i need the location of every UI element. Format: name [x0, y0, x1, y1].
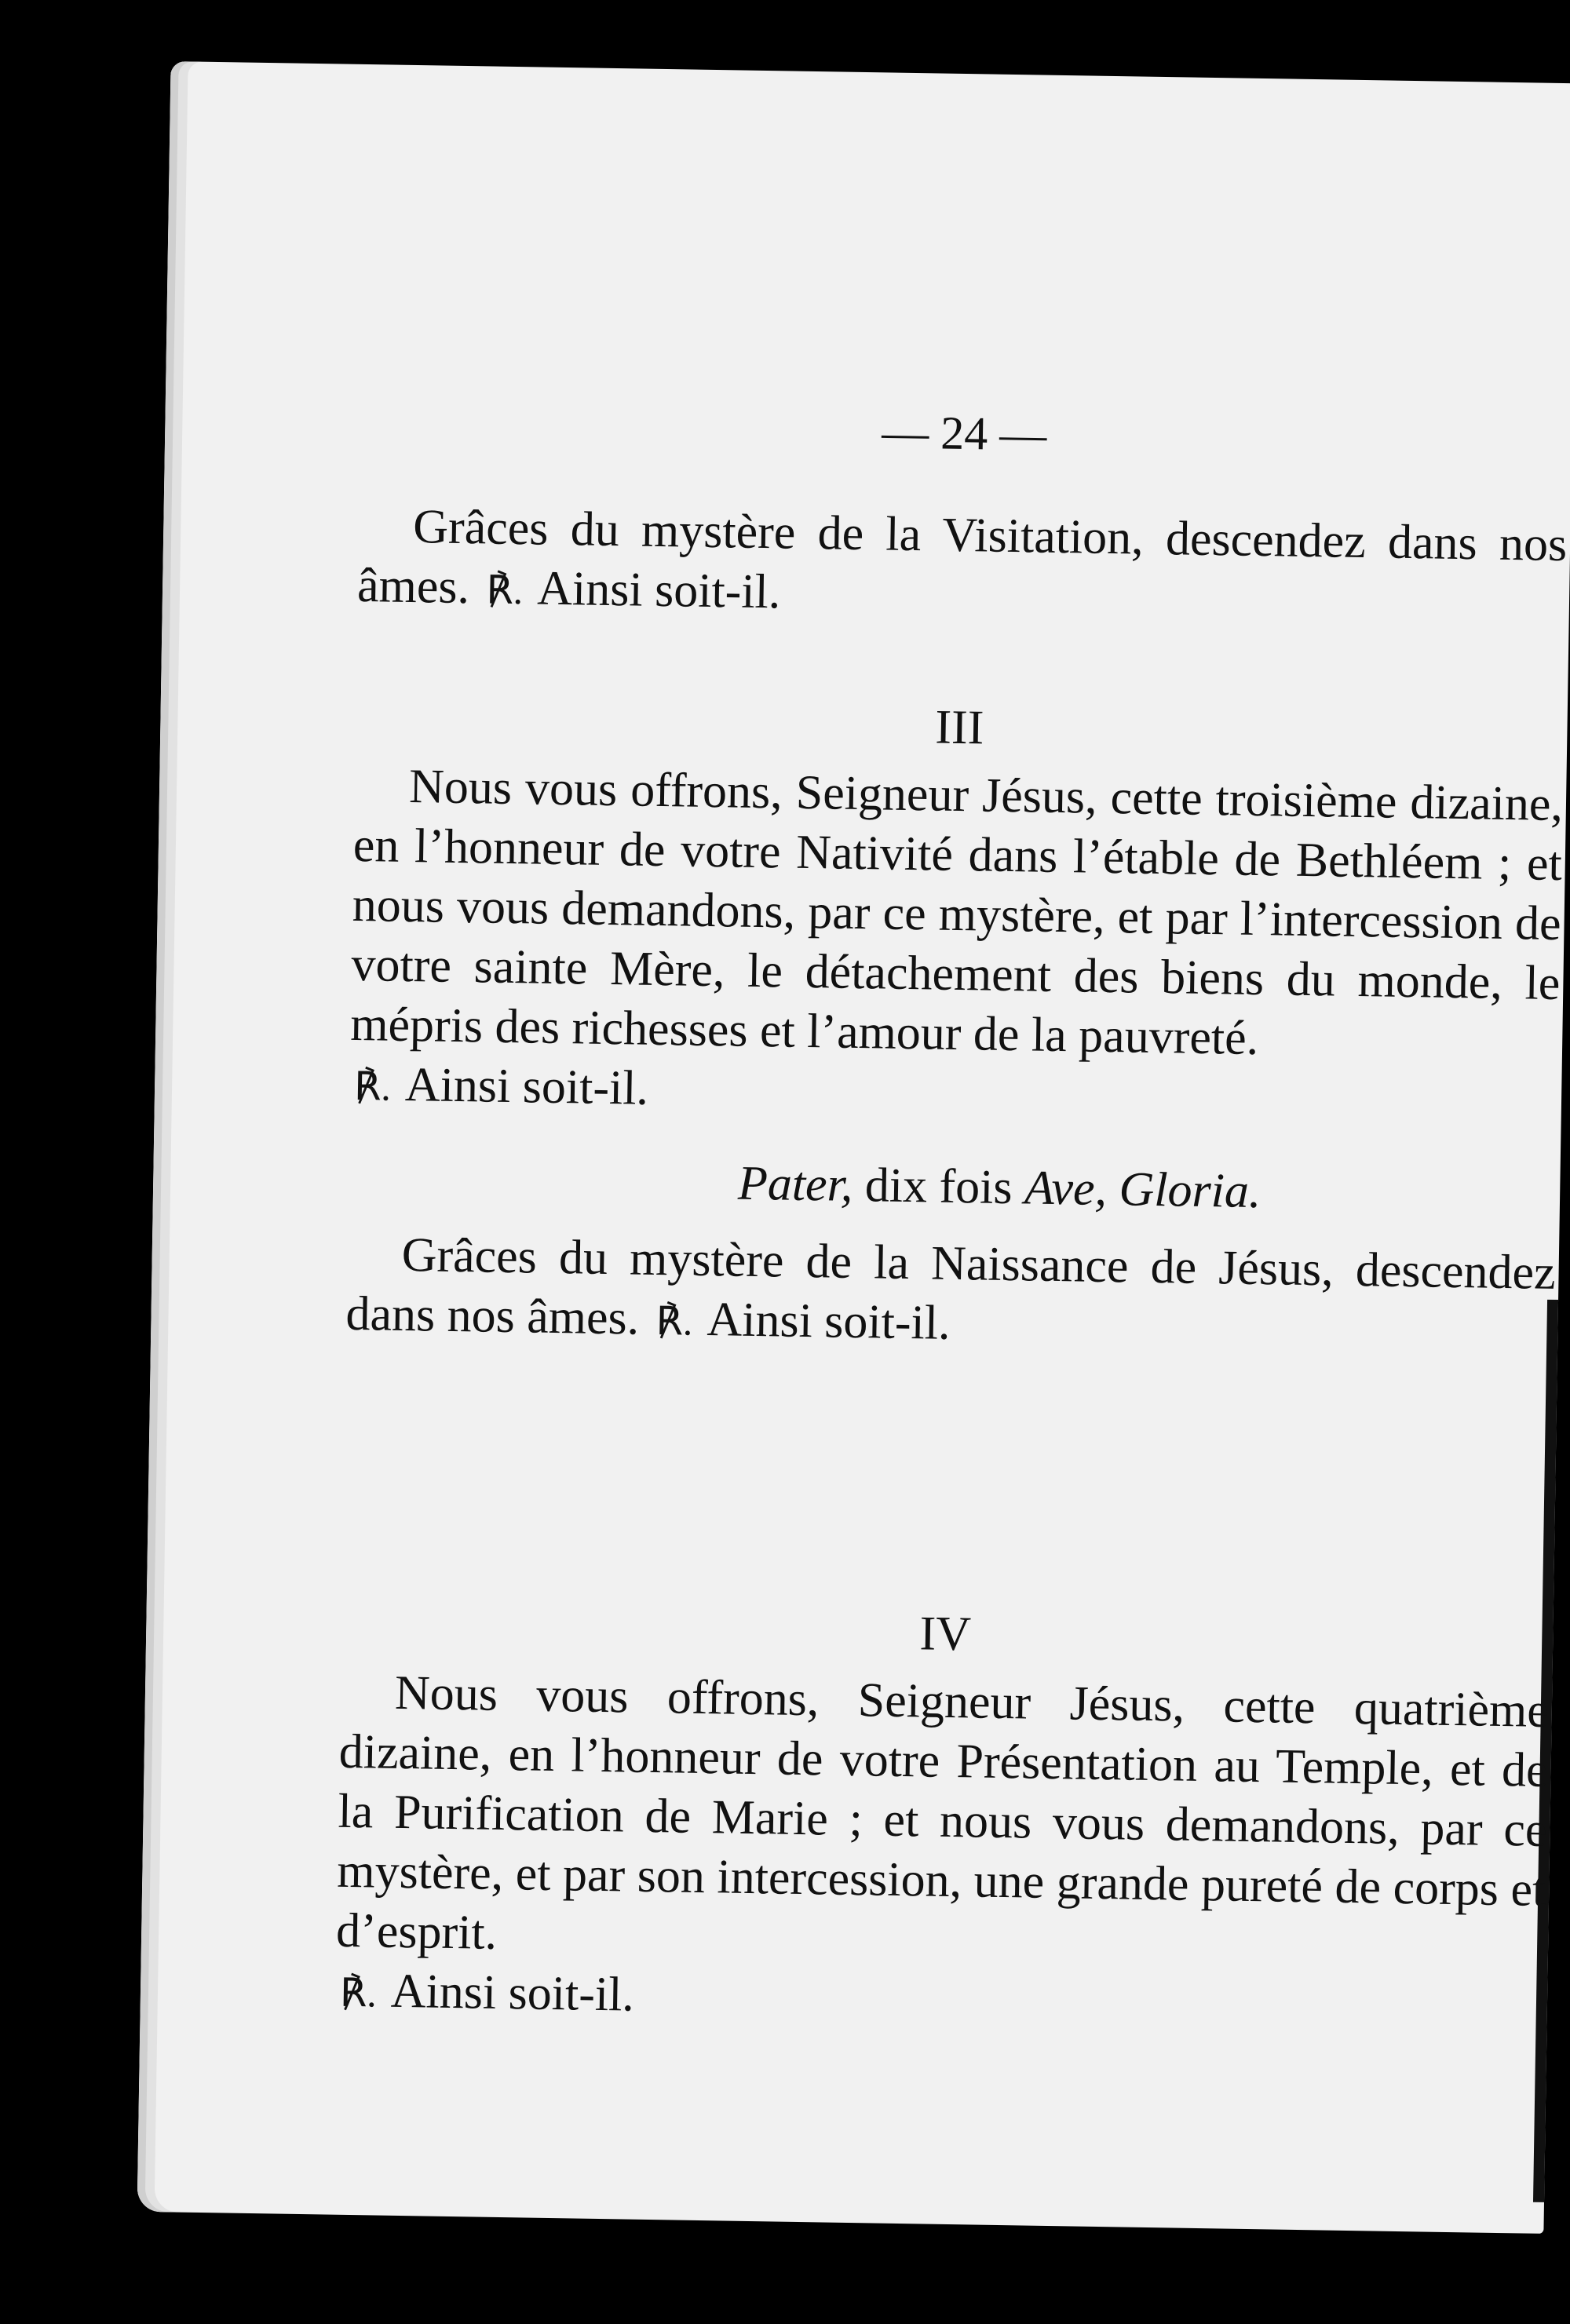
instruction-mid: dix fois	[864, 1158, 1013, 1215]
response-symbol: ℟.	[655, 1299, 693, 1344]
instruction-pater: Pater,	[737, 1156, 853, 1212]
section-iii-prayer-text: Nous vous offrons, Seigneur Jésus, cette troisième dizaine, en l’honneur de votre Nativité dans l’étable de Bethléem ; et nous vous demandons, par ce mystère, et par l’intercession de votre sainte Mère, le détachement des biens du monde, le mépris des richesses et l’amour de la pauvreté.	[349, 759, 1564, 1066]
section-iii-response-text: Ainsi soit-il.	[404, 1057, 649, 1115]
section-iv-prayer-text: Nous vous offrons, Seigneur Jésus, cette quatrième dizaine, en l’honneur de votre Présentation au Temple, et de la Purification de Marie ; et nous vous demandons, par ce mystère, et par son intercession, une grande pureté de corps et d’esprit.	[335, 1665, 1550, 1960]
response-symbol: ℟.	[339, 1970, 378, 2016]
section-iii-grace	[345, 1224, 1556, 1365]
section-iii-grace-text: Grâces du mystère de la Naissance de Jésus, descendez dans nos âmes.	[345, 1228, 1557, 1345]
instruction-ave-gloria: Ave, Gloria.	[1024, 1161, 1261, 1219]
section-iv-response-text: Ainsi soit-il.	[390, 1964, 635, 2022]
section-iii-heading: III	[934, 700, 984, 755]
intro-response-text: Ainsi soit-il.	[536, 561, 781, 619]
section-iii-prayer	[349, 756, 1564, 1135]
intro-grace-text: Grâces du mystère de la Visitation, descendez dans nos âmes.	[356, 500, 1568, 615]
page-text-area	[335, 64, 1570, 2022]
section-iii-grace-response: Ainsi soit-il.	[706, 1293, 951, 1350]
section-iii	[345, 688, 1565, 1365]
section-iv-heading: IV	[919, 1607, 972, 1662]
section-iii-instruction	[348, 1147, 1557, 1226]
section-iv-prayer	[334, 1662, 1549, 2041]
response-symbol: ℟.	[353, 1063, 392, 1109]
response-symbol: ℟.	[486, 567, 524, 613]
page-number: — 24 —	[881, 406, 1047, 461]
intro-grace-block	[357, 496, 1568, 637]
intro-grace-paragraph	[357, 496, 1568, 637]
book-page	[137, 61, 1570, 2234]
section-iv	[334, 1595, 1550, 2041]
